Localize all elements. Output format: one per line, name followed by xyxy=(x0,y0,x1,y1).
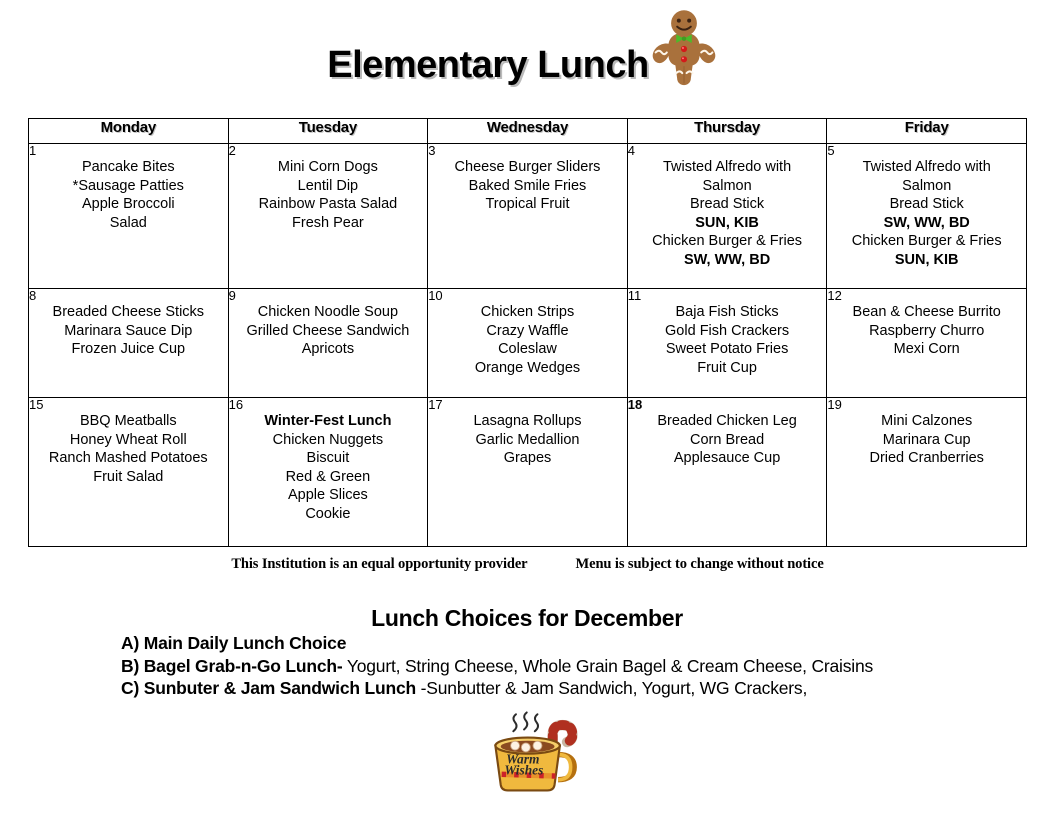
menu-item: Bread Stick xyxy=(690,196,765,212)
menu-item-list xyxy=(628,158,827,269)
menu-item: *Sausage Patties xyxy=(72,177,184,194)
menu-item: Crazy Waffle xyxy=(486,322,569,339)
menu-item-list xyxy=(229,412,428,523)
menu-item: SUN, KIB xyxy=(894,251,959,268)
menu-item: Pancake Bites xyxy=(81,159,175,175)
menu-item-list xyxy=(827,412,1026,468)
gingerbread-man-icon xyxy=(641,6,727,92)
menu-item-list xyxy=(29,412,228,486)
lunch-choices-list xyxy=(121,632,1021,700)
menu-item: Coleslaw xyxy=(498,341,557,357)
calendar-week-row xyxy=(29,398,1027,547)
menu-item: Raspberry Churro xyxy=(869,322,985,339)
calendar-week-row xyxy=(29,289,1027,398)
menu-item: Salmon xyxy=(702,177,752,194)
lunch-choice-label: A) Main Daily Lunch Choice xyxy=(121,633,347,653)
lunch-calendar xyxy=(28,118,1027,547)
day-cell xyxy=(627,144,827,289)
menu-item: Fresh Pear xyxy=(292,214,364,231)
menu-item: Winter-Fest Lunch xyxy=(264,413,392,429)
day-number: 5 xyxy=(827,143,835,158)
day-number: 2 xyxy=(228,143,236,158)
day-cell xyxy=(228,398,428,547)
day-number: 19 xyxy=(827,397,842,412)
menu-item: Mini Corn Dogs xyxy=(277,159,378,175)
menu-item: Gold Fish Crackers xyxy=(665,322,790,339)
menu-item: Cookie xyxy=(305,505,351,522)
lunch-choice-line xyxy=(121,677,1021,700)
warm-wishes-mug-icon xyxy=(478,708,588,794)
day-number: 18 xyxy=(627,397,643,412)
menu-item-list xyxy=(827,158,1026,269)
menu-item: Twisted Alfredo with xyxy=(663,159,792,175)
menu-item: Breaded Chicken Leg xyxy=(657,413,797,429)
menu-item: Baked Smile Fries xyxy=(468,177,587,194)
lunch-choice-detail: Yogurt, String Cheese, Whole Grain Bagel & Cream Cheese, Craisins xyxy=(342,655,874,676)
menu-item-list xyxy=(628,412,827,468)
menu-item: Lasagna Rollups xyxy=(473,413,582,429)
menu-item: Fruit Salad xyxy=(93,468,164,485)
footer-notices xyxy=(28,556,1027,573)
menu-item: Breaded Cheese Sticks xyxy=(52,304,205,320)
day-number: 10 xyxy=(428,288,443,303)
menu-item: Fruit Cup xyxy=(697,359,757,376)
menu-item: Corn Bread xyxy=(690,431,765,448)
menu-item: Orange Wedges xyxy=(474,359,581,376)
menu-item: Bean & Cheese Burrito xyxy=(852,304,1001,320)
menu-item: Dried Cranberries xyxy=(869,450,984,466)
menu-item: Grilled Cheese Sandwich xyxy=(246,322,410,339)
menu-item: Chicken Noodle Soup xyxy=(257,304,399,320)
menu-item: Tropical Fruit xyxy=(485,196,570,212)
lunch-choice-line xyxy=(121,632,1021,655)
page-header xyxy=(0,22,1054,108)
menu-item: Baja Fish Sticks xyxy=(675,304,779,320)
calendar-header-row xyxy=(29,119,1027,144)
menu-item: Salad xyxy=(109,214,147,231)
menu-item: Marinara Cup xyxy=(882,431,971,448)
day-number: 9 xyxy=(228,288,236,303)
page-title: Elementary Lunch xyxy=(327,44,649,86)
menu-item: Chicken Nuggets xyxy=(272,431,384,448)
day-cell xyxy=(29,144,229,289)
menu-item-list xyxy=(827,303,1026,359)
day-number: 17 xyxy=(428,397,443,412)
day-cell xyxy=(428,398,628,547)
menu-item: Lentil Dip xyxy=(297,177,359,194)
menu-item-list xyxy=(428,303,627,377)
menu-item: Honey Wheat Roll xyxy=(69,431,187,448)
day-number: 11 xyxy=(627,288,642,303)
menu-item: Mini Calzones xyxy=(881,413,973,429)
menu-item: Twisted Alfredo with xyxy=(862,159,991,175)
menu-item: Mexi Corn xyxy=(893,341,960,357)
calendar-body xyxy=(29,144,1027,547)
day-cell xyxy=(627,398,827,547)
menu-item: Grapes xyxy=(503,450,552,466)
menu-item: Chicken Burger & Fries xyxy=(851,233,1002,249)
day-number: 12 xyxy=(827,288,842,303)
menu-item: Apple Broccoli xyxy=(81,196,175,212)
day-cell xyxy=(29,289,229,398)
lunch-choice-line xyxy=(121,655,1021,678)
lunch-choice-label: B) Bagel Grab-n-Go Lunch- xyxy=(121,655,343,676)
menu-item: Chicken Burger & Fries xyxy=(652,233,803,249)
column-header-tuesday: Tuesday xyxy=(228,119,428,144)
menu-item: Applesauce Cup xyxy=(673,450,781,466)
menu-item: Garlic Medallion xyxy=(475,431,580,448)
menu-item: Salmon xyxy=(902,177,952,194)
menu-item-list xyxy=(428,158,627,214)
menu-item: Red & Green xyxy=(285,468,371,485)
menu-item: Ranch Mashed Potatoes xyxy=(48,450,208,466)
menu-item: Bread Stick xyxy=(889,196,964,212)
day-cell xyxy=(827,144,1027,289)
day-number: 16 xyxy=(228,397,244,412)
menu-item: SUN, KIB xyxy=(695,214,759,231)
menu-item: Marinara Sauce Dip xyxy=(64,322,193,339)
column-header-wednesday: Wednesday xyxy=(428,119,628,144)
day-cell xyxy=(428,144,628,289)
menu-item: Apricots xyxy=(301,341,355,357)
day-number: 3 xyxy=(428,143,436,158)
day-number: 15 xyxy=(29,397,44,412)
menu-item-list xyxy=(229,303,428,359)
day-cell xyxy=(827,398,1027,547)
column-header-monday: Monday xyxy=(29,119,229,144)
lunch-choice-detail: -Sunbutter & Jam Sandwich, Yogurt, WG Crackers, xyxy=(416,678,808,698)
menu-item: Biscuit xyxy=(306,450,350,466)
day-number: 1 xyxy=(29,143,37,158)
menu-item-list xyxy=(29,158,228,232)
menu-item: Rainbow Pasta Salad xyxy=(258,196,398,212)
menu-item: SW, WW, BD xyxy=(883,214,970,231)
day-cell xyxy=(627,289,827,398)
menu-item: SW, WW, BD xyxy=(683,251,771,268)
menu-item: Chicken Strips xyxy=(480,304,575,320)
day-number: 4 xyxy=(627,143,636,158)
lunch-choice-label: C) Sunbuter & Jam Sandwich Lunch xyxy=(121,678,417,698)
column-header-thursday: Thursday xyxy=(627,119,827,144)
menu-item-list xyxy=(628,303,827,377)
day-cell xyxy=(428,289,628,398)
menu-item-list xyxy=(229,158,428,232)
menu-item: Sweet Potato Fries xyxy=(665,341,789,357)
menu-item: Apple Slices xyxy=(287,487,368,503)
menu-item: Cheese Burger Sliders xyxy=(454,159,601,175)
day-cell xyxy=(228,289,428,398)
mug-text-line2: Wishes xyxy=(504,762,544,778)
day-cell xyxy=(228,144,428,289)
menu-change-notice: Menu is subject to change without notice xyxy=(575,556,824,572)
equal-opportunity-notice: This Institution is an equal opportunity provider xyxy=(231,556,528,572)
menu-item-list xyxy=(29,303,228,359)
day-number: 8 xyxy=(29,288,37,303)
day-cell xyxy=(827,289,1027,398)
mug-text-line1: Warm xyxy=(506,751,540,767)
day-cell xyxy=(29,398,229,547)
menu-item: Frozen Juice Cup xyxy=(71,341,186,357)
column-header-friday: Friday xyxy=(827,119,1027,144)
menu-item-list xyxy=(428,412,627,468)
lunch-choices-title: Lunch Choices for December xyxy=(371,605,683,631)
menu-item: BBQ Meatballs xyxy=(79,413,177,429)
calendar-week-row xyxy=(29,144,1027,289)
